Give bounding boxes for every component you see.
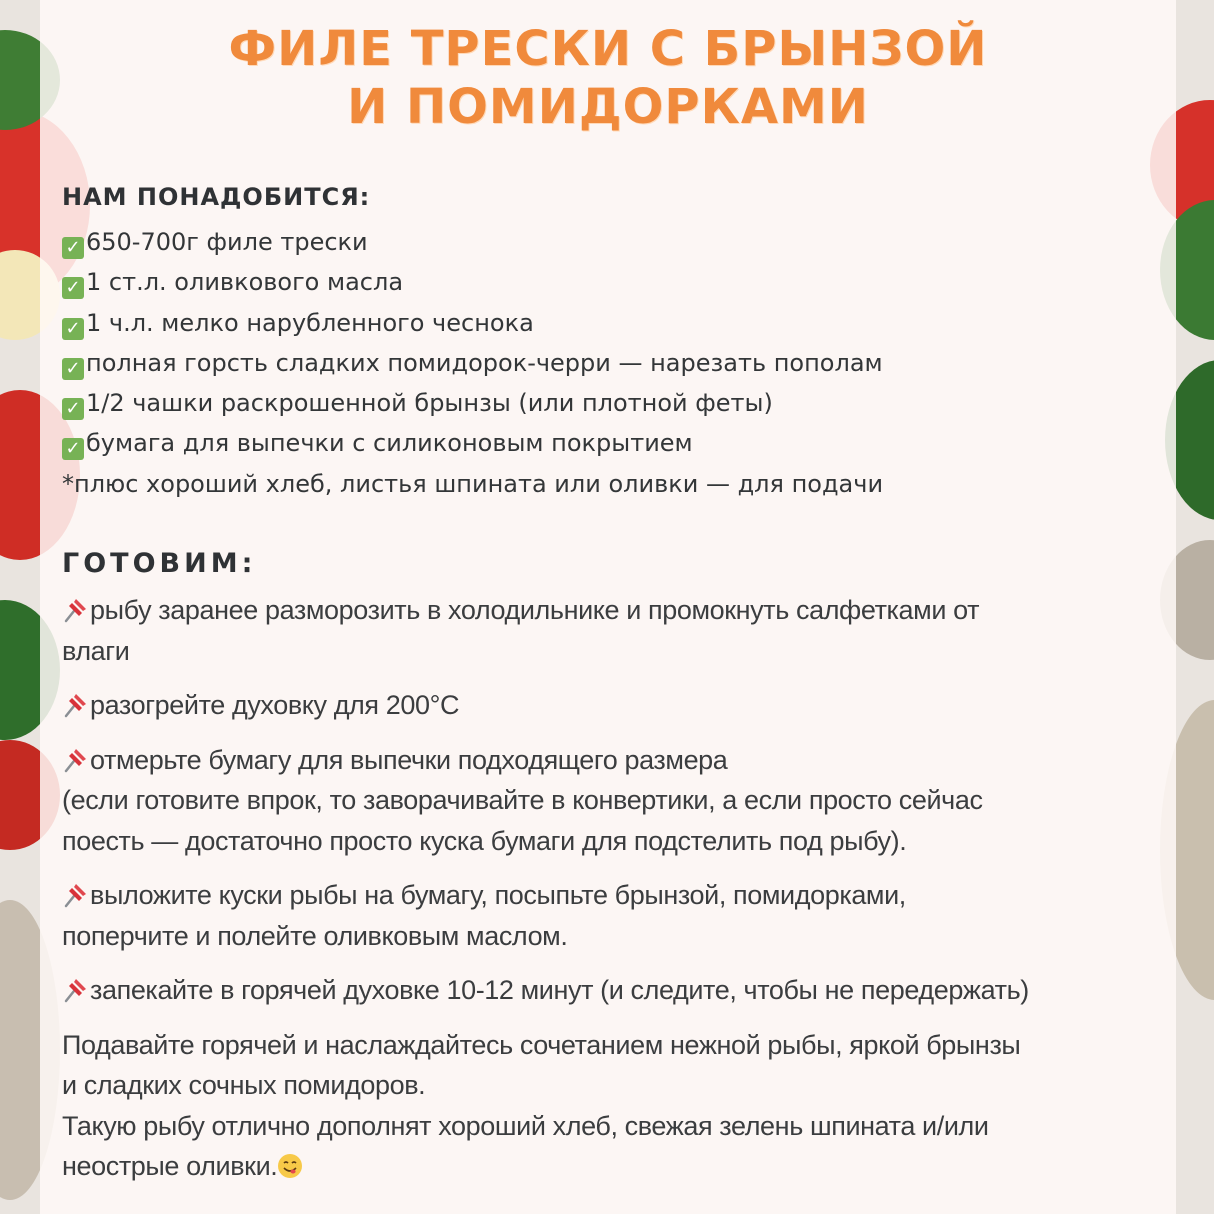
pushpin-icon bbox=[62, 880, 90, 908]
smiling-face-savoring-food-icon bbox=[277, 1153, 303, 1179]
title-line-1: ФИЛЕ ТРЕСКИ С БРЫНЗОЙ bbox=[228, 21, 988, 77]
ingredient-item: ✓ полная горсть сладких помидорок-черри — нарезать пополам bbox=[62, 343, 1162, 383]
step-item: выложите куски рыбы на бумагу, посыпьте брынзой, помидорками, поперчите и полейте оливковым маслом. bbox=[62, 880, 906, 951]
check-mark-button-icon: ✓ bbox=[62, 398, 84, 420]
step-item: разогрейте духовку для 200°С bbox=[62, 685, 1162, 726]
ingredient-item: ✓ бумага для выпечки с силиконовым покрытием bbox=[62, 423, 1162, 463]
serving-paragraph: Подавайте горячей и наслаждайтесь сочетанием нежной рыбы, яркой брынзы и сладких сочных помидоров. Такую рыбу отлично дополнят хороший хлеб, свежая зелень шпината и/или неострые оливки. bbox=[62, 1029, 1021, 1181]
pushpin-icon bbox=[62, 690, 90, 718]
step-item: рыбу заранее разморозить в холодильнике и промокнуть салфетками от влаги bbox=[62, 595, 980, 666]
ingredient-item: ✓ 650-700г филе трески bbox=[62, 222, 1162, 262]
check-mark-button-icon: ✓ bbox=[62, 277, 84, 299]
check-mark-button-icon: ✓ bbox=[62, 438, 84, 460]
title-line-2: И ПОМИДОРКАМИ bbox=[347, 79, 869, 135]
pushpin-icon bbox=[62, 975, 90, 1003]
steps-section bbox=[62, 590, 1162, 1187]
pushpin-icon bbox=[62, 595, 90, 623]
ingredients-list bbox=[62, 222, 1162, 504]
check-mark-button-icon: ✓ bbox=[62, 237, 84, 259]
ingredients-note: *плюс хороший хлеб, листья шпината или оливки — для подачи bbox=[62, 469, 884, 498]
recipe-title bbox=[40, 20, 1176, 136]
pushpin-icon bbox=[62, 745, 90, 773]
ingredient-item: ✓ 1/2 чашки раскрошенной брынзы (или плотной феты) bbox=[62, 383, 1162, 423]
ingredients-heading: НАМ ПОНАДОБИТСЯ: bbox=[62, 183, 371, 211]
steps-heading: ГОТОВИМ: bbox=[62, 548, 257, 579]
check-mark-button-icon: ✓ bbox=[62, 318, 84, 340]
ingredient-item: ✓ 1 ч.л. мелко нарубленного чеснока bbox=[62, 303, 1162, 343]
check-mark-button-icon: ✓ bbox=[62, 358, 84, 380]
ingredient-item: ✓ 1 ст.л. оливкового масла bbox=[62, 262, 1162, 302]
step-item: отмерьте бумагу для выпечки подходящего размера (если готовите впрок, то заворачивайте в конвертики, а если просто сейчас поесть — достаточно просто куска бумаги для подстелить под рыбу). bbox=[62, 744, 983, 856]
step-item: запекайте в горячей духовке 10-12 минут (и следите, чтобы не передержать) bbox=[62, 970, 1162, 1011]
